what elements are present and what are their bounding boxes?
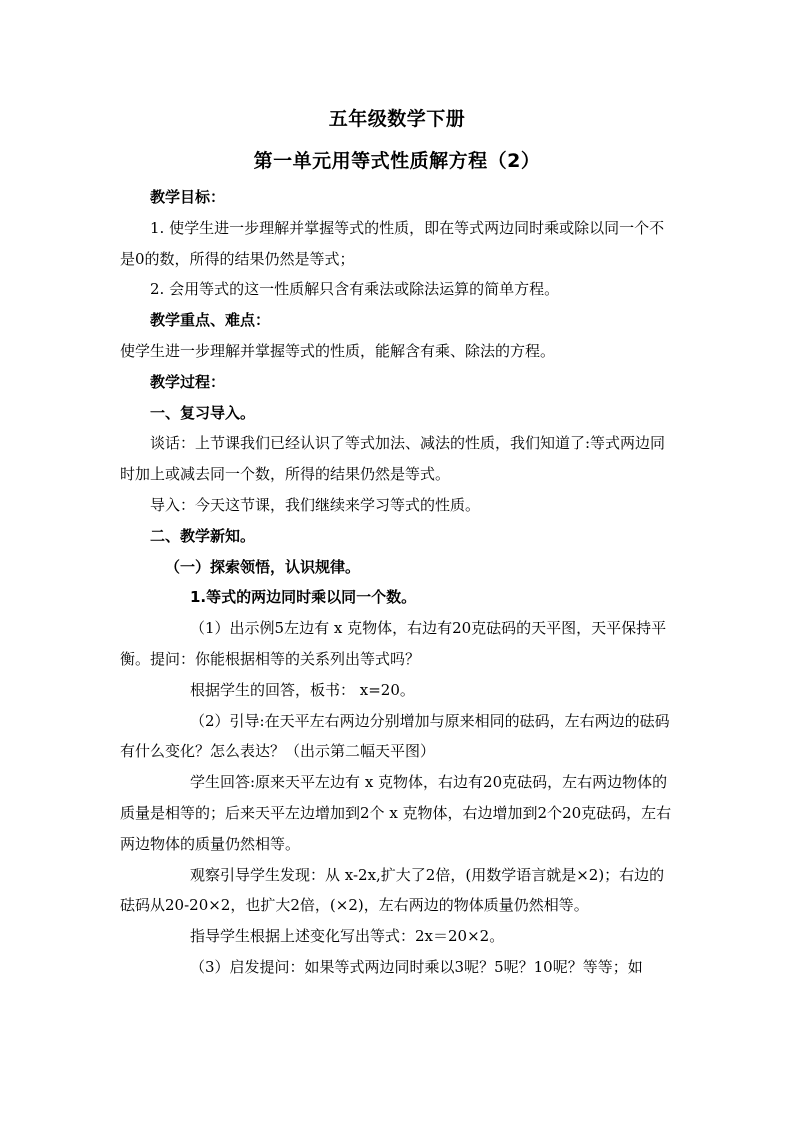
section1-paragraph-1: 谈话：上节课我们已经认识了等式加法、减法的性质，我们知道了:等式两边同时加上或减去同一个数，所得的结果仍然是等式。 xyxy=(120,434,666,484)
paragraph-observation: 观察引导学生发现：从 x-2x,扩大了2倍，(用数学语言就是×2)；右边的砝码从20-20×2，也扩大2倍，(×2)，左右两边的物体质量仍然相等。 xyxy=(120,865,665,915)
document-title: 五年级数学下册 xyxy=(328,108,466,130)
goal-item-1: 1. 使学生进一步理解并掌握等式的性质，即在等式两边同时乘或除以同一个不是0的数，所得的结果仍然是等式； xyxy=(120,218,665,268)
paragraph-prompt: （3）启发提问：如果等式两边同时乘以3呢？5呢？10呢？等等；如 xyxy=(190,957,643,976)
process-heading: 教学过程： xyxy=(150,372,226,391)
key-points-text: 使学生进一步理解并掌握等式的性质，能解含有乘、除法的方程。 xyxy=(120,341,556,360)
subsection1-heading: （一）探索领悟，认识规律。 xyxy=(165,557,361,576)
paragraph-guide: （2）引导:在天平左右两边分别增加与原来相同的砝码，左右两边的砝码有什么变化？怎么表达？（出示第二幅天平图） xyxy=(120,711,670,761)
goals-heading: 教学目标： xyxy=(150,188,226,206)
paragraph-board-writing: 根据学生的回答，板书： x=20。 xyxy=(190,680,415,699)
key-points-heading: 教学重点、难点： xyxy=(150,311,271,330)
section2-heading: 二、教学新知。 xyxy=(150,526,256,545)
section1-heading: 一、复习导入。 xyxy=(150,403,256,422)
paragraph-example5: （1）出示例5左边有 x 克物体，右边有20克砝码的天平图，天平保持平衡。提问：你能根据相等的关系列出等式吗？ xyxy=(120,619,667,668)
paragraph-student-answer: 学生回答:原来天平左边有 x 克物体，右边有20克砝码，左右两边物体的质量是相等的；后来天平左边增加到2个 x 克物体，右边增加到2个20克砝码，左右两边物体的质量仍然相等。 xyxy=(120,773,672,853)
lesson-subtitle: 第一单元用等式性质解方程（2） xyxy=(253,150,541,172)
point1-heading: 1.等式的两边同时乘以同一个数。 xyxy=(190,588,417,607)
paragraph-equation: 指导学生根据上述变化写出等式：2x＝20×2。 xyxy=(190,927,505,946)
section1-paragraph-2: 导入：今天这节课，我们继续来学习等式的性质。 xyxy=(150,495,481,514)
goal-item-2: 2. 会用等式的这一性质解只含有乘法或除法运算的简单方程。 xyxy=(150,280,560,299)
document-body xyxy=(120,182,676,983)
